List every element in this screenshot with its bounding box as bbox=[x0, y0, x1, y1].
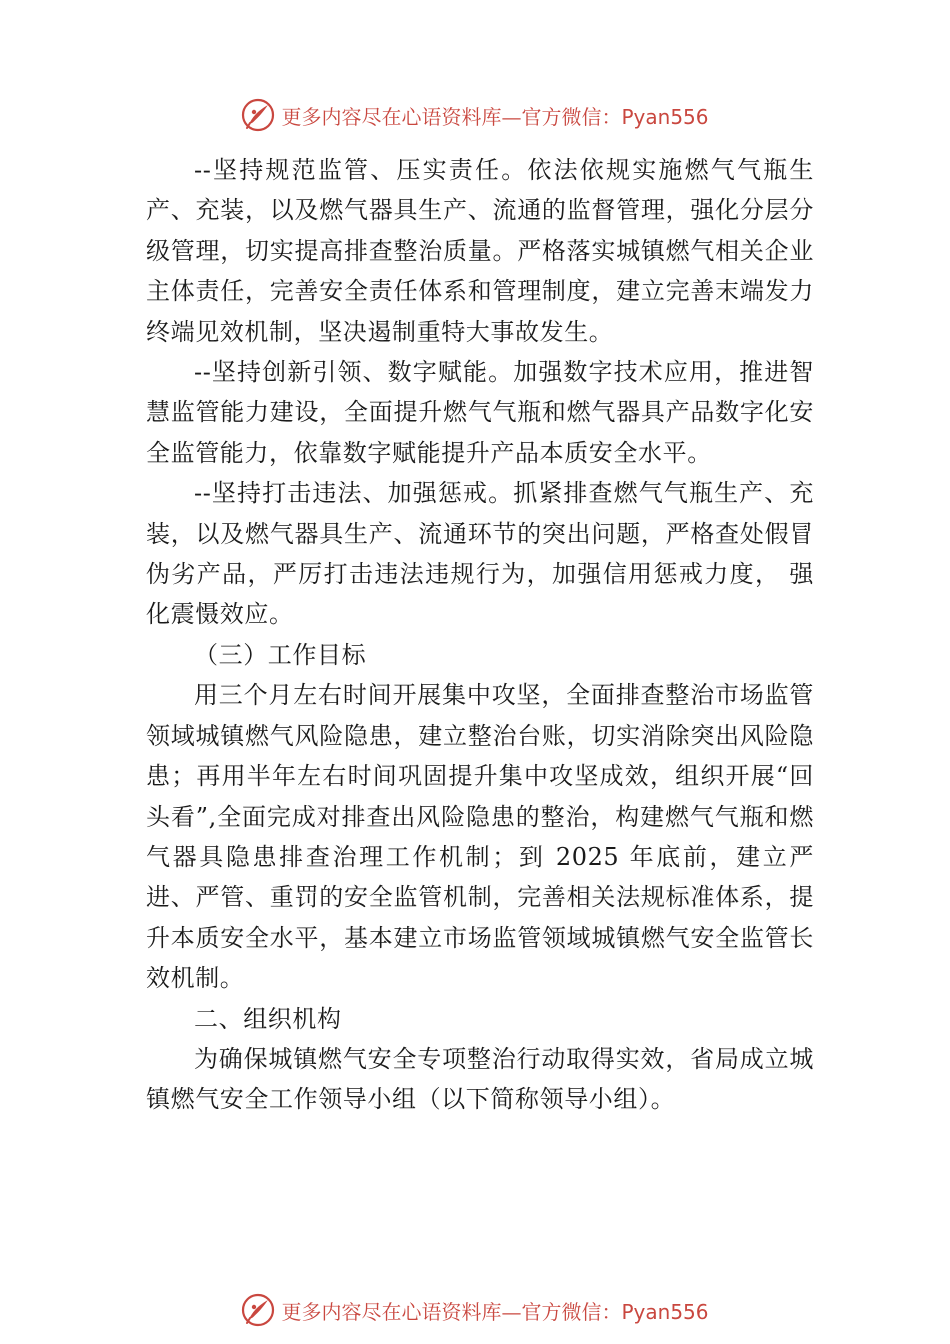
brand-logo-icon bbox=[241, 1293, 275, 1327]
watermark-brand: 更多内容尽在心语资料库 bbox=[281, 1299, 502, 1324]
paragraph-principle-enforcement: --坚持打击违法、加强惩戒。抓紧排查燃气气瓶生产、充装，以及燃气器具生产、流通环节的突出问题，严格查处假冒伪劣产品，严厉打击违法违规行为，加强信用惩戒力度， 强化震慑效应。 bbox=[146, 479, 814, 629]
watermark-separator: — bbox=[501, 1299, 522, 1324]
watermark-separator: — bbox=[501, 104, 522, 129]
watermark-brand: 更多内容尽在心语资料库 bbox=[281, 104, 502, 129]
paragraph-principle-regulation: --坚持规范监管、压实责任。依法依规实施燃气气瓶生产、充装，以及燃气器具生产、流通的监督管理，强化分层分级管理，切实提高排查整治质量。严格落实城镇燃气相关企业主体责任，完善安全责任体系和管理制度，建立完善末端发力终端见效机制，坚决遏制重特大事故发生。 bbox=[146, 156, 814, 346]
document-body bbox=[146, 150, 814, 1120]
watermark-id: Pyan556 bbox=[621, 104, 709, 129]
watermark-label: 官方微信： bbox=[521, 104, 622, 129]
watermark-text bbox=[281, 1296, 708, 1325]
watermark-text bbox=[281, 101, 708, 130]
watermark-label: 官方微信： bbox=[521, 1299, 622, 1324]
paragraph-organization: 为确保城镇燃气安全专项整治行动取得实效，省局成立城镇燃气安全工作领导小组（以下简称领导小组）。 bbox=[146, 1044, 814, 1114]
paragraph-work-goals: 用三个月左右时间开展集中攻坚，全面排查整治市场监管领域城镇燃气风险隐患，建立整治台账，切实消除突出风险隐患；再用半年左右时间巩固提升集中攻坚成效，组织开展“回头看”,全面完成对排查出风险隐患的整治，构建燃气气瓶和燃气器具隐患排查治理工作机制；到 2025 年底前，建立严进、严管、重罚的安全监管机制，完善相关法规标准体系，提升本质安全水平，基本建立市场监管领域城镇燃气安全监管长效机制。 bbox=[146, 681, 814, 993]
watermark-id: Pyan556 bbox=[621, 1299, 709, 1324]
brand-logo-icon bbox=[241, 98, 275, 132]
footer-watermark bbox=[0, 1290, 950, 1330]
section-heading-work-goals: （三）工作目标 bbox=[194, 640, 367, 669]
paragraph-principle-digital: --坚持创新引领、数字赋能。加强数字技术应用，推进智慧监管能力建设，全面提升燃气气瓶和燃气器具产品数字化安全监管能力，依靠数字赋能提升产品本质安全水平。 bbox=[146, 358, 814, 467]
header-watermark bbox=[0, 95, 950, 135]
section-heading-organization: 二、组织机构 bbox=[194, 1004, 342, 1033]
